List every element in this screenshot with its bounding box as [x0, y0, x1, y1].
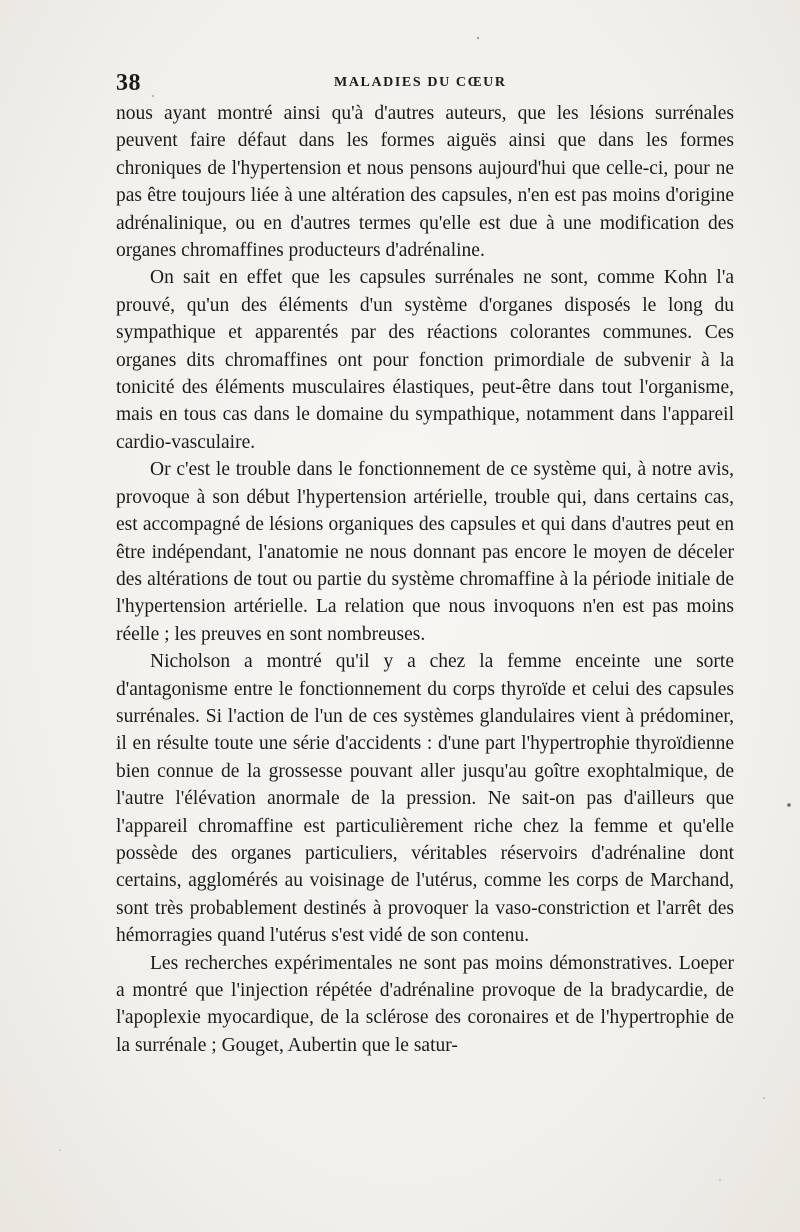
speck — [787, 803, 791, 807]
paragraph-nicholson: Nicholson a montré qu'il y a chez la femme enceinte une sorte d'antagonisme entre le fonctionnement du corps thyroïde et celui des capsules surrénales. Si l'action de l'un de ces systèmes glandulaires vient à prédominer, il en résulte toute une série d'accidents : d'une part l'hypertrophie thyroïdienne bien connue de la grossesse pouvant aller jusqu'au goître exophtalmique, de l'autre l'élévation anormale de la pression. Ne sait-on pas d'ailleurs que l'appareil chromaffine est particulièrement riche chez la femme et qu'elle possède des organes particuliers, véritables réservoirs d'adrénaline dont certains, agglomérés au voisinage de l'utérus, comme les corps de Marchand, sont très probablement destinés à provoquer la vaso-constriction et l'arrêt des hémorragies quand l'utérus s'est vidé de son contenu. — [116, 651, 734, 947]
speck — [477, 37, 479, 39]
page-number: 38 — [116, 70, 141, 96]
paragraph-hypertension-trouble: Or c'est le trouble dans le fonctionnement de ce système qui, à notre avis, provoque à son début l'hypertension artérielle, trouble qui, dans certains cas, est accompagné de lésions organiques des capsules et qui dans d'autres peut en être indépendant, l'anatomie ne nous donnant pas encore le moyen de déceler des altérations de tout ou partie du système chromaffine à la période initiale de l'hypertension artérielle. La relation que nous invoquons n'en est pas moins réelle ; les preuves en sont nombreuses. — [116, 459, 734, 645]
speck — [59, 1149, 61, 1151]
speck — [763, 1097, 765, 1099]
paragraph-experimental-research: Les recherches expérimentales ne sont pas moins démonstratives. Loeper a montré que l'injection répétée d'adrénaline provoque de la bradycardie, de l'apoplexie myocardique, de la sclérose des coronaires et de l'hypertrophie de la surrénale ; Gouget, Aubertin que le satur- — [116, 952, 734, 1056]
speck — [719, 1179, 721, 1181]
page-header — [116, 70, 736, 100]
paragraph-continuation: nous ayant montré ainsi qu'à d'autres auteurs, que les lésions surrénales peuvent faire défaut dans les formes aiguës ainsi que dans les formes chroniques de l'hypertension et nous pensons aujourd'hui que celle-ci, pour ne pas être toujours liée à une altération des capsules, n'en est pas moins d'origine adrénalinique, ou en d'autres termes qu'elle est due à une modification des organes chromaffines producteurs d'adrénaline. — [116, 103, 734, 262]
running-title: MALADIES DU CŒUR — [334, 75, 507, 90]
paragraph-chromaffin-system: On sait en effet que les capsules surrénales ne sont, comme Kohn l'a prouvé, qu'un des éléments d'un système d'organes disposés le long du sympathique et apparentés par des réactions colorantes communes. Ces organes dits chromaffines ont pour fonction primordiale de subvenir à la tonicité des éléments musculaires élastiques, peut-être dans tout l'organisme, mais en tous cas dans le domaine du sympathique, notamment dans l'appareil cardio-vasculaire. — [116, 267, 734, 453]
body-text — [116, 100, 734, 1059]
